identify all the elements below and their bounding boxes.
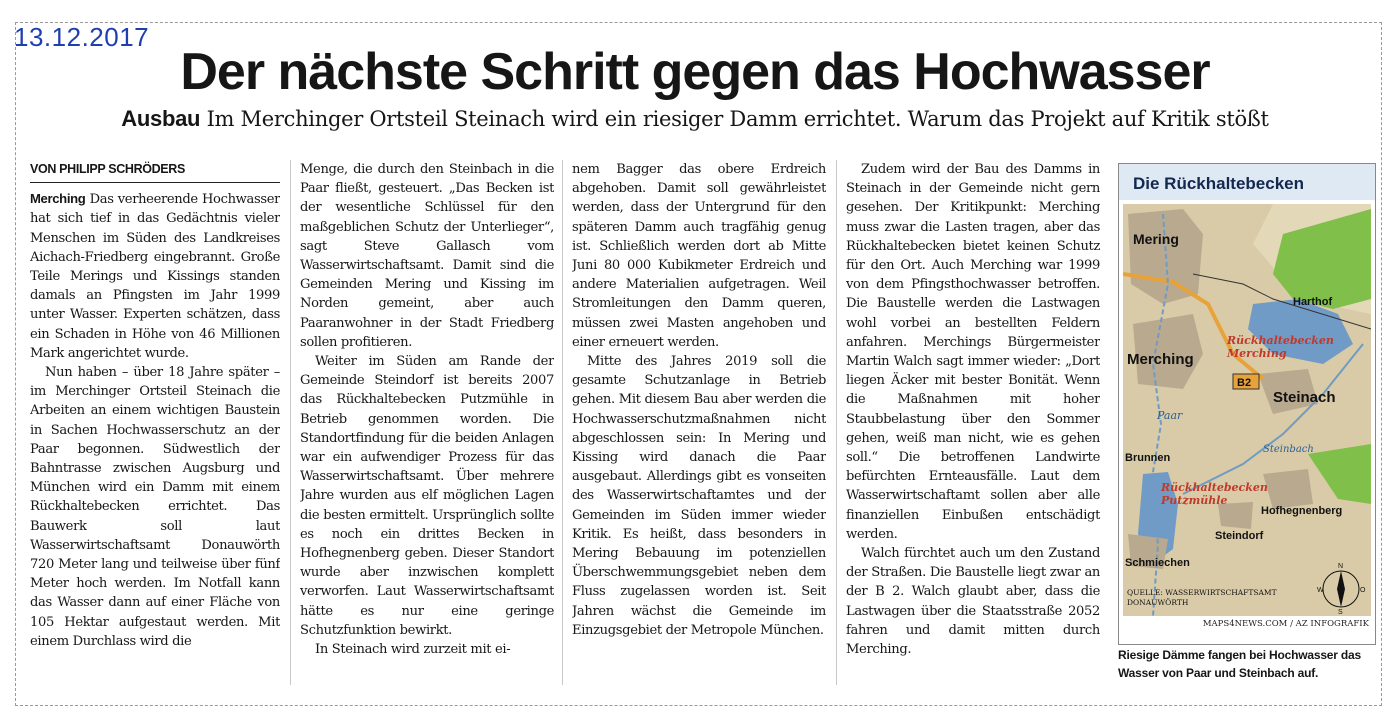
paragraph: Zudem wird der Bau des Damms in Steinach in der Gemeinde nicht gern gesehen. Der Kritikpunkt: Merching muss zwar die Lasten tragen, aber das Rückhaltebecken bietet keinen Schutz für den Ort. Auch Merching war 1999 von dem Pfingsthochwasser betroffen. Die Baustelle werden die Lastwagen wohl vorbei an bestellten Feldern anfahren. Merchings Bürgermeister Martin Walch sagt immer wieder: „Dort liegen Äcker mit bester Bonität. Wenn die Maßnahmen mit hoher Staubbelastung über den Sommer gehen, weiß man nicht, wie es gehen soll.“ Die betroffenen Landwirte befürchten Ernteausfälle. Laut dem Wasserwirtschaftamt sollen aber alle finanziellen Einbußen entschädigt werden. bbox=[846, 162, 1100, 542]
article-column-3 bbox=[572, 160, 826, 690]
place-label-mering: Mering bbox=[1133, 231, 1179, 247]
compass-o-label: O bbox=[1360, 587, 1366, 594]
headline: Der nächste Schritt gegen das Hochwasser bbox=[180, 43, 1210, 101]
basin-label-merching-2: Merching bbox=[1227, 347, 1287, 360]
infographic-source: MAPS4NEWS.COM / AZ INFOGRAFIK bbox=[1202, 619, 1369, 629]
place-label-hofhegnenberg: Hofhegnenberg bbox=[1261, 505, 1343, 517]
map bbox=[1123, 204, 1371, 616]
map-infographic bbox=[1118, 163, 1376, 645]
article-column-2 bbox=[300, 160, 554, 690]
place-label-merching: Merching bbox=[1127, 351, 1194, 368]
article-column-4 bbox=[846, 160, 1100, 690]
subline-kicker: Ausbau bbox=[121, 106, 201, 131]
paragraph-text: Das verheerende Hochwasser hat sich tief in das Gedächtnis vieler Menschen im Süden des Landkreises Aichach-Friedberg eingebrannt. Große Teile Merings und Kissings standen damals an Pfingsten im Jahr 1999 unter Wasser. Experten schätzen, dass ein Schaden in Höhe von 46 Millionen Mark angerichtet wurde. bbox=[30, 192, 280, 361]
infographic-title: Die Rückhaltebecken bbox=[1119, 164, 1375, 200]
subline-text: Im Merchinger Ortsteil Steinach wird ein riesiger Damm errichtet. Warum das Projekt auf Kritik stößt bbox=[206, 107, 1269, 131]
dateline: Merching bbox=[30, 191, 86, 207]
byline: VON PHILIPP SCHRÖDERS bbox=[30, 160, 280, 183]
place-label-harthof: Harthof bbox=[1293, 296, 1333, 308]
paragraph: Walch fürchtet auch um den Zustand der Straßen. Die Baustelle liegt zwar an der B 2. Walch glaubt aber, dass die Lastwagen über die Staatsstraße 2052 fahren und damit mitten durch Merching. bbox=[846, 546, 1100, 658]
paragraph: Mitte des Jahres 2019 soll die gesamte Schutzanlage in Betrieb gehen. Mit diesem Bau aber werden die Hochwasserschutzmaßnahmen nicht abgeschlossen sein: In Mering und Kissing wird danach die Paar ausgebaut. Allerdings gibt es vonseiten des Wasserwirtschaftamtes und der Gemeinden im Süden immer wieder Kritik. Es heißt, dass besonders in Mering Bebauung im potenziellen Überschwemmungsgebiet neben dem Fluss zugelassen worden ist. Seit Jahren wächst die Gemeinde im Einzugsgebiet der Metropole München. bbox=[572, 354, 826, 638]
road-label-b2: B2 bbox=[1237, 377, 1252, 389]
paragraph: In Steinach wird zurzeit mit ei- bbox=[315, 642, 511, 658]
date-stamp: 13.12.2017 bbox=[14, 22, 150, 52]
paragraph: Menge, die durch den Steinbach in die Paar fließt, gesteuert. „Das Becken ist der wesentliche Schlüssel für den maßgeblichen Schutz der Unterlieger“, sagt Steve Gallasch vom Wasserwirtschaftsamt. Damit sind die Gemeinden Mering und Kissing im Norden gemeint, aber auch Paaranwohner in der Stadt Friedberg sollen profitieren. bbox=[300, 162, 554, 350]
place-label-steinach: Steinach bbox=[1273, 389, 1336, 406]
article-column-1 bbox=[30, 160, 280, 690]
river-label-paar: Paar bbox=[1157, 409, 1183, 422]
column-divider bbox=[836, 160, 837, 685]
source-label-2: DONAUWÖRTH bbox=[1127, 598, 1189, 607]
image-caption: Riesige Dämme fangen bei Hochwasser das Wasser von Paar und Steinbach auf. bbox=[1118, 648, 1361, 680]
source-label-1: QUELLE: WASSERWIRTSCHAFTSAMT bbox=[1127, 588, 1277, 597]
basin-label-putz-2: Putzmühle bbox=[1161, 494, 1228, 507]
compass-s-label: S bbox=[1338, 609, 1343, 616]
stream-label-steinbach: Steinbach bbox=[1263, 444, 1314, 455]
basin-label-putz-1: Rückhaltebecken bbox=[1161, 481, 1268, 494]
basin-label-merching-1: Rückhaltebecken bbox=[1227, 334, 1334, 347]
column-divider bbox=[562, 160, 563, 685]
place-label-brunnen: Brunnen bbox=[1125, 452, 1171, 464]
place-label-schmiechen: Schmiechen bbox=[1125, 557, 1190, 569]
paragraph: Weiter im Süden am Rande der Gemeinde Steindorf ist bereits 2007 das Rückhaltebecken Putzmühle in Betrieb genommen worden. Die Standortfindung für die beiden Anlagen war ein aufwendiger Prozess für das Wasserwirtschaftsamt. Über mehrere Jahre wurden aus elf möglichen Lagen die besten ermittelt. Ursprünglich sollte es noch ein drittes Becken in Hofhegnenberg geben. Dieser Standort wurde aber inzwischen komplett verworfen. Laut Wasserwirtschaftsamt hätte es nur eine geringe Schutzfunktion bewirkt. bbox=[300, 354, 554, 638]
column-divider bbox=[290, 160, 291, 685]
subheadline bbox=[30, 106, 1360, 132]
paragraph: nem Bagger das obere Erdreich abgehoben. Damit soll gewährleistet werden, dass der Untergrund für den späteren Damm auch tragfähig genug ist. Schließlich werden dort ab Mitte Juni 80 000 Kubikmeter Erdreich und andere Materialien aufgetragen. Weil Stromleitungen den Damm queren, müssen zwei Masten angehoben und einer erneuert werden. bbox=[572, 162, 826, 350]
paragraph bbox=[30, 189, 280, 363]
place-label-steindorf: Steindorf bbox=[1215, 530, 1264, 542]
compass-w-label: W bbox=[1317, 587, 1324, 594]
paragraph: Nun haben – über 18 Jahre später – im Merchinger Ortsteil Steinach die Arbeiten an einem wichtigen Baustein in Sachen Hochwasserschutz an der Paar begonnen. Südwestlich der Bahntrasse zwischen Augsburg und München wird ein Damm mit einem Rückhaltebecken errichtet. Das Bauwerk soll laut Wasserwirtschaftsamt Donauwörth 720 Meter lang und teilweise über fünf Meter hoch werden. Im Notfall kann das Wasser dann auf einer Fläche von 105 Hektar aufgestaut werden. Mit einem Durchlass wird die bbox=[30, 365, 280, 649]
compass-n-label: N bbox=[1338, 563, 1344, 570]
